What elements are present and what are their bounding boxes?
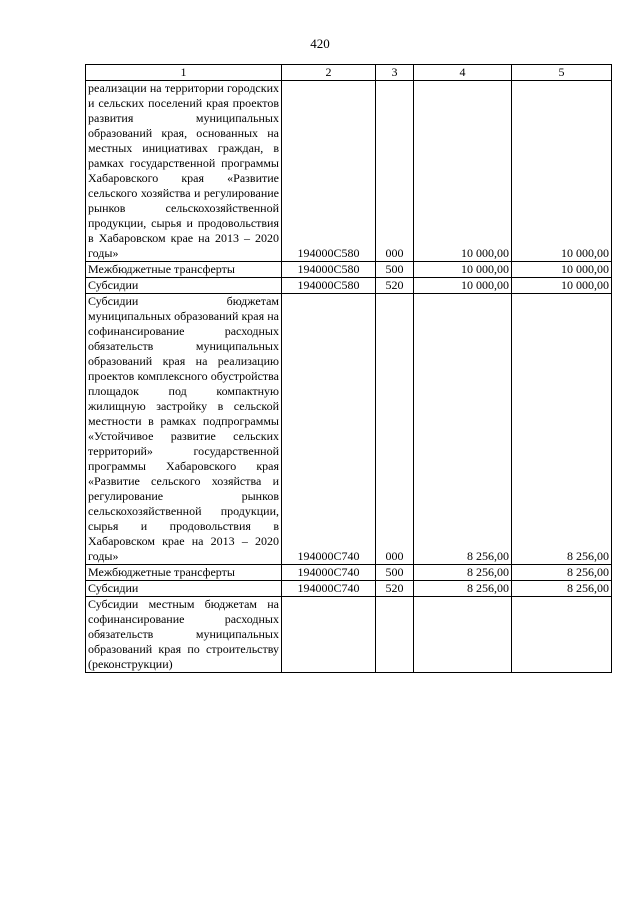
row-amount-1: 8 256,00 <box>414 581 512 597</box>
column-header: 2 <box>282 65 376 81</box>
row-amount-1: 10 000,00 <box>414 278 512 294</box>
row-expense-type: 500 <box>376 565 414 581</box>
row-target-code: 194000С740 <box>282 581 376 597</box>
row-amount-2: 10 000,00 <box>512 81 612 262</box>
column-header: 3 <box>376 65 414 81</box>
row-target-code: 194000С740 <box>282 294 376 565</box>
table-row <box>86 278 612 294</box>
row-target-code: 194000С740 <box>282 565 376 581</box>
table-row <box>86 581 612 597</box>
column-header: 4 <box>414 65 512 81</box>
row-description: Субсидии <box>86 278 282 294</box>
row-description: реализации на территории городских и сельских поселений края проектов развития муниципальных образований края, основанных на местных инициативах граждан, в рамках государственной программы Хабаровского края «Развитие сельского хозяйства и регулирование рынков сельскохозяйственной продукции, сырья и продовольствия в Хабаровском крае на 2013 – 2020 годы» <box>86 81 282 262</box>
row-description: Межбюджетные трансферты <box>86 262 282 278</box>
table-row <box>86 597 612 673</box>
row-description: Субсидии <box>86 581 282 597</box>
row-amount-2: 10 000,00 <box>512 278 612 294</box>
row-target-code: 194000С580 <box>282 262 376 278</box>
table-row <box>86 262 612 278</box>
row-target-code: 194000С580 <box>282 81 376 262</box>
row-amount-1 <box>414 597 512 673</box>
row-description: Межбюджетные трансферты <box>86 565 282 581</box>
row-description: Субсидии местным бюджетам на софинансирование расходных обязательств муниципальных образований края по строительству (реконструкции) <box>86 597 282 673</box>
row-expense-type: 500 <box>376 262 414 278</box>
row-amount-1: 8 256,00 <box>414 294 512 565</box>
table-header-row <box>86 65 612 81</box>
row-expense-type: 520 <box>376 581 414 597</box>
row-target-code <box>282 597 376 673</box>
column-header: 5 <box>512 65 612 81</box>
row-amount-2: 8 256,00 <box>512 294 612 565</box>
page-number: 420 <box>310 36 330 51</box>
row-amount-2 <box>512 597 612 673</box>
row-expense-type <box>376 597 414 673</box>
row-amount-2: 10 000,00 <box>512 262 612 278</box>
table-row <box>86 565 612 581</box>
row-expense-type: 000 <box>376 294 414 565</box>
row-amount-1: 10 000,00 <box>414 262 512 278</box>
row-expense-type: 520 <box>376 278 414 294</box>
row-target-code: 194000С580 <box>282 278 376 294</box>
row-amount-2: 8 256,00 <box>512 581 612 597</box>
row-description: Субсидии бюджетам муниципальных образований края на софинансирование расходных обязательств муниципальных образований края на реализацию проектов комплексного обустройства площадок под компактную жилищную застройку в сельской местности в рамках подпрограммы «Устойчивое развитие сельских территорий» государственной программы Хабаровского края «Развитие сельского хозяйства и регулирование рынков сельскохозяйственной продукции, сырья и продовольствия в Хабаровском крае на 2013 – 2020 годы» <box>86 294 282 565</box>
budget-table <box>85 64 612 673</box>
row-amount-1: 10 000,00 <box>414 81 512 262</box>
table-row <box>86 81 612 262</box>
table-row <box>86 294 612 565</box>
row-expense-type: 000 <box>376 81 414 262</box>
column-header: 1 <box>86 65 282 81</box>
row-amount-1: 8 256,00 <box>414 565 512 581</box>
row-amount-2: 8 256,00 <box>512 565 612 581</box>
